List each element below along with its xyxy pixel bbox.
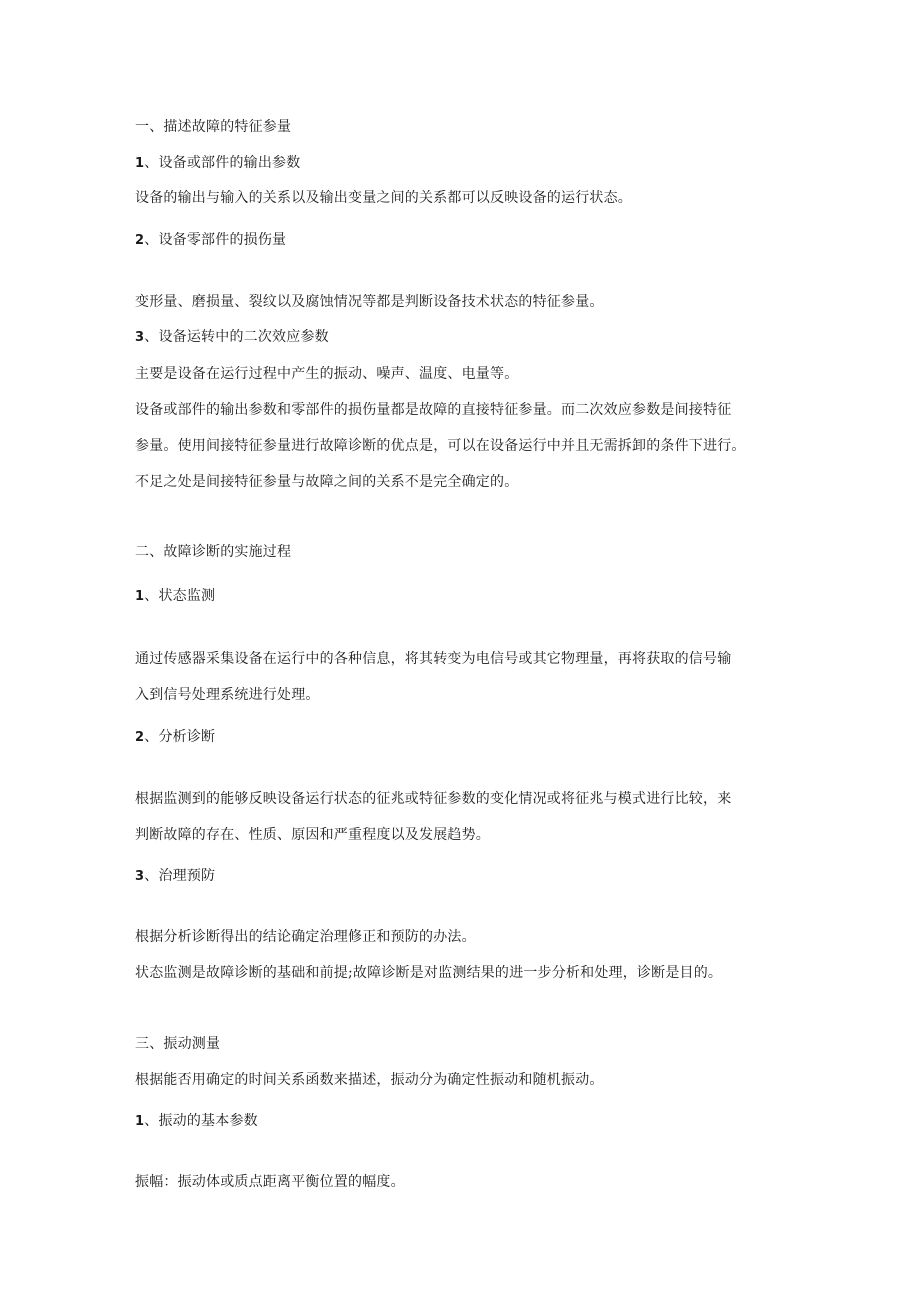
paragraph: 入到信号处理系统进行处理。 [135, 687, 320, 703]
subheading-2-1 [135, 586, 215, 607]
paragraph: 设备或部件的输出参数和零部件的损伤量都是故障的直接特征参量。而二次效应参数是间接特征 [135, 402, 732, 418]
paragraph: 根据监测到的能够反映设备运行状态的征兆或特征参数的变化情况或将征兆与模式进行比较，来 [135, 791, 732, 807]
subheading-2-2 [135, 727, 215, 748]
subheading-number: 1 [135, 1114, 145, 1129]
subheading-title: 、分析诊断 [144, 729, 216, 745]
paragraph: 参量。使用间接特征参量进行故障诊断的优点是，可以在设备运行中并且无需拆卸的条件下进行。 [135, 438, 746, 454]
paragraph: 设备的输出与输入的关系以及输出变量之间的关系都可以反映设备的运行状态。 [135, 190, 632, 206]
subheading-number: 1 [135, 589, 145, 604]
section-heading-1: 一、描述故障的特征参量 [135, 119, 292, 135]
subheading-title: 、设备零部件的损伤量 [144, 232, 287, 248]
subheading-number: 3 [135, 330, 145, 345]
subheading-number: 1 [135, 156, 145, 171]
paragraph: 变形量、磨损量、裂纹以及腐蚀情况等都是判断设备技术状态的特征参量。 [135, 294, 604, 310]
subheading-3-1 [135, 1111, 258, 1132]
subheading-1-3 [135, 327, 329, 348]
subheading-title: 、状态监测 [144, 588, 216, 604]
subheading-1-2 [135, 230, 286, 251]
subheading-number: 2 [135, 730, 145, 745]
paragraph: 根据分析诊断得出的结论确定治理修正和预防的办法。 [135, 929, 476, 945]
section-heading-3: 三、振动测量 [135, 1036, 221, 1052]
section-heading-2: 二、故障诊断的实施过程 [135, 544, 292, 560]
paragraph: 状态监测是故障诊断的基础和前提;故障诊断是对监测结果的进一步分析和处理，诊断是目的。 [135, 965, 723, 981]
subheading-number: 2 [135, 233, 145, 248]
paragraph: 主要是设备在运行过程中产生的振动、噪声、温度、电量等。 [135, 366, 519, 382]
subheading-1-1 [135, 153, 300, 174]
subheading-title: 、振动的基本参数 [144, 1113, 258, 1129]
subheading-number: 3 [135, 869, 145, 884]
paragraph: 不足之处是间接特征参量与故障之间的关系不是完全确定的。 [135, 474, 519, 490]
subheading-title: 、设备或部件的输出参数 [144, 155, 301, 171]
paragraph: 根据能否用确定的时间关系函数来描述，振动分为确定性振动和随机振动。 [135, 1072, 604, 1088]
subheading-title: 、治理预防 [144, 868, 216, 884]
subheading-2-3 [135, 866, 215, 887]
paragraph: 判断故障的存在、性质、原因和严重程度以及发展趋势。 [135, 827, 490, 843]
paragraph: 通过传感器采集设备在运行中的各种信息，将其转变为电信号或其它物理量，再将获取的信号输 [135, 651, 732, 667]
paragraph: 振幅：振动体或质点距离平衡位置的幅度。 [135, 1174, 405, 1190]
subheading-title: 、设备运转中的二次效应参数 [144, 329, 329, 345]
